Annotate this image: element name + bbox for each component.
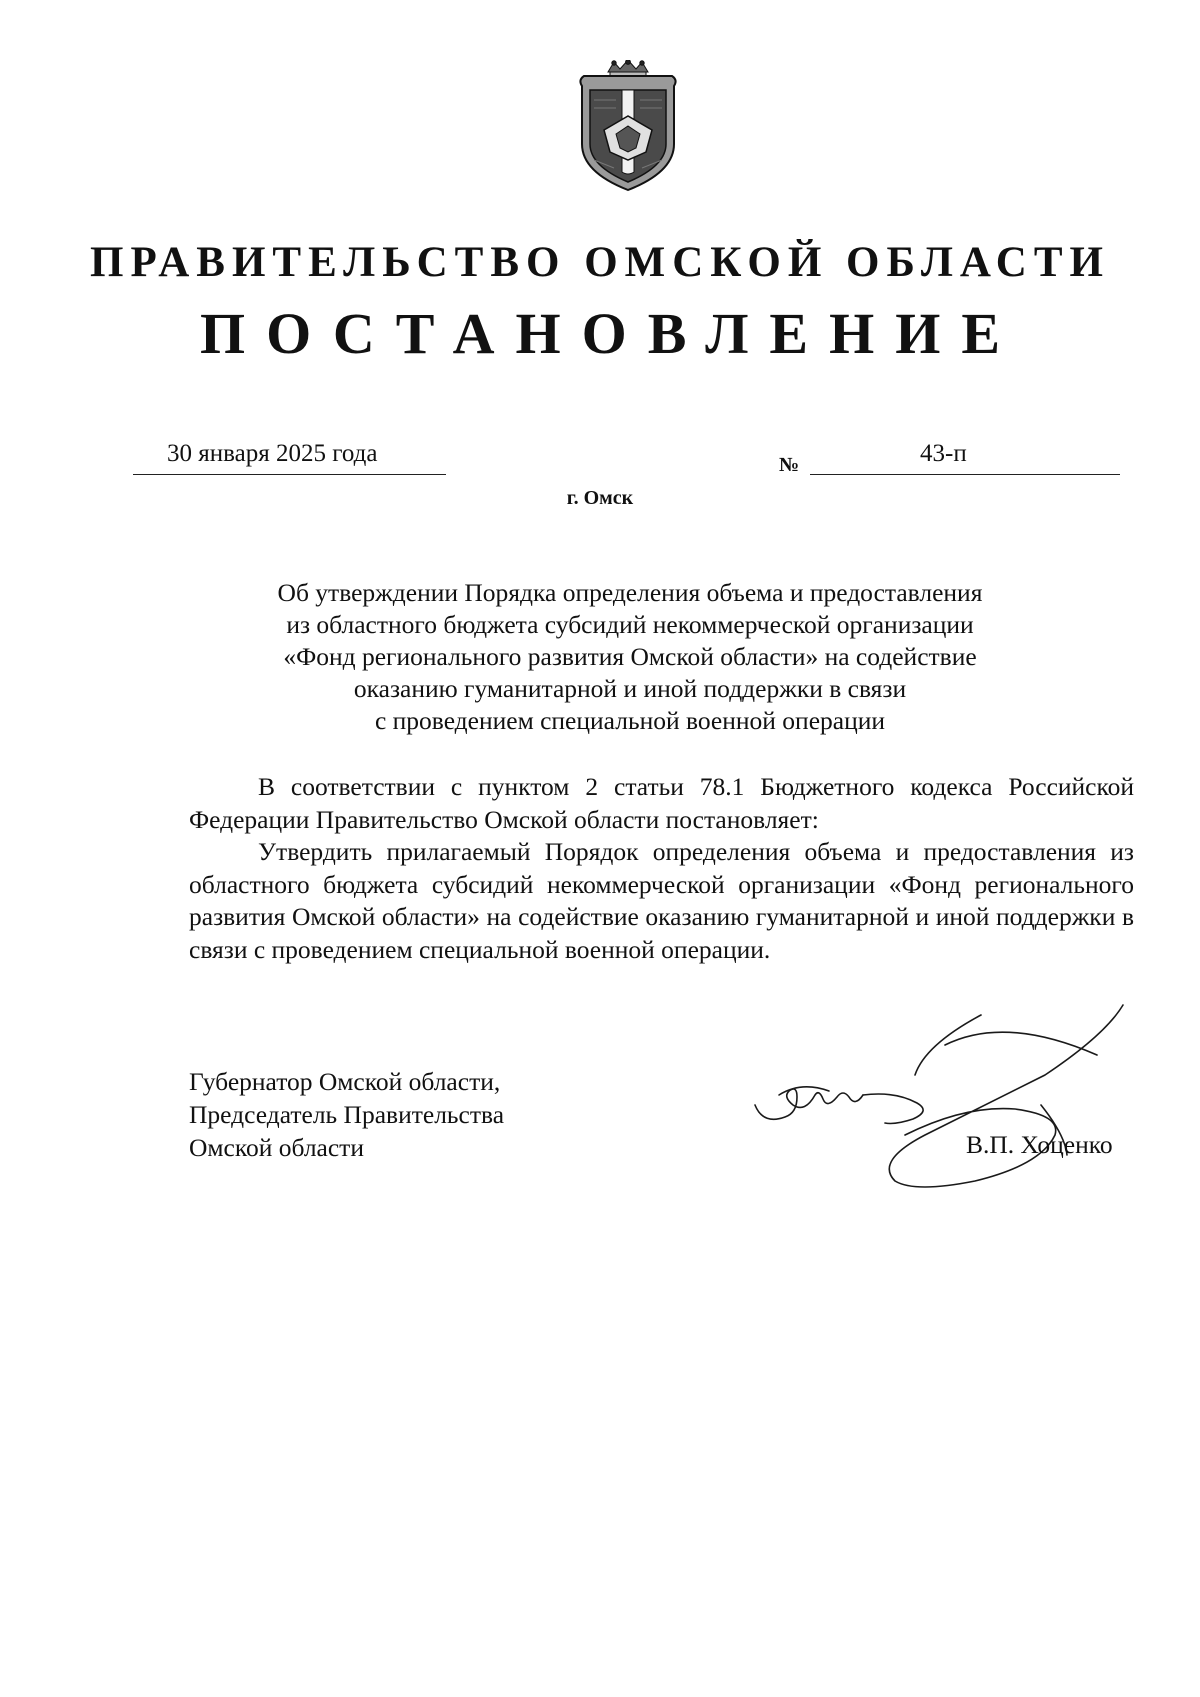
title-line: «Фонд регионального развития Омской области» на содействие bbox=[283, 642, 977, 671]
number-sign: № bbox=[779, 454, 800, 476]
body-paragraph: В соответствии с пунктом 2 статьи 78.1 Бюджетного кодекса Российской Федерации Правительство Омской области постановляет: bbox=[189, 772, 1134, 834]
coat-of-arms-icon bbox=[570, 60, 686, 194]
position-line: Омской области bbox=[189, 1133, 364, 1162]
date-field bbox=[133, 438, 446, 475]
number-field bbox=[810, 438, 1120, 475]
signatory-name: В.П. Хоценко bbox=[966, 1130, 1113, 1159]
position-line: Председатель Правительства bbox=[189, 1100, 505, 1129]
document-type: ПОСТАНОВЛЕНИЕ bbox=[199, 301, 1022, 366]
title-line: Об утверждении Порядка определения объема и предоставления bbox=[277, 578, 983, 607]
position-line: Губернатор Омской области, bbox=[189, 1067, 501, 1096]
city: г. Омск bbox=[566, 487, 634, 509]
handwritten-signature bbox=[745, 985, 1135, 1195]
document-date: 30 января 2025 года bbox=[167, 440, 378, 467]
title-line: оказанию гуманитарной и иной поддержки в связи bbox=[353, 674, 907, 703]
document-body bbox=[189, 771, 1134, 966]
document-title bbox=[190, 577, 1070, 737]
organization-name: ПРАВИТЕЛЬСТВО ОМСКОЙ ОБЛАСТИ bbox=[90, 239, 1110, 286]
title-line: из областного бюджета субсидий некоммерческой организации bbox=[286, 610, 974, 639]
document-number: 43-п bbox=[920, 440, 967, 467]
title-line: с проведением специальной военной операции bbox=[374, 706, 886, 735]
signatory-position bbox=[189, 1065, 504, 1164]
body-paragraph: Утвердить прилагаемый Порядок определения объема и предоставления из областного бюджета субсидий некоммерческой организации «Фонд регионального развития Омской области» на содействие оказанию гуманитарной и иной поддержки в связи с проведением специальной военной операции. bbox=[189, 837, 1134, 964]
